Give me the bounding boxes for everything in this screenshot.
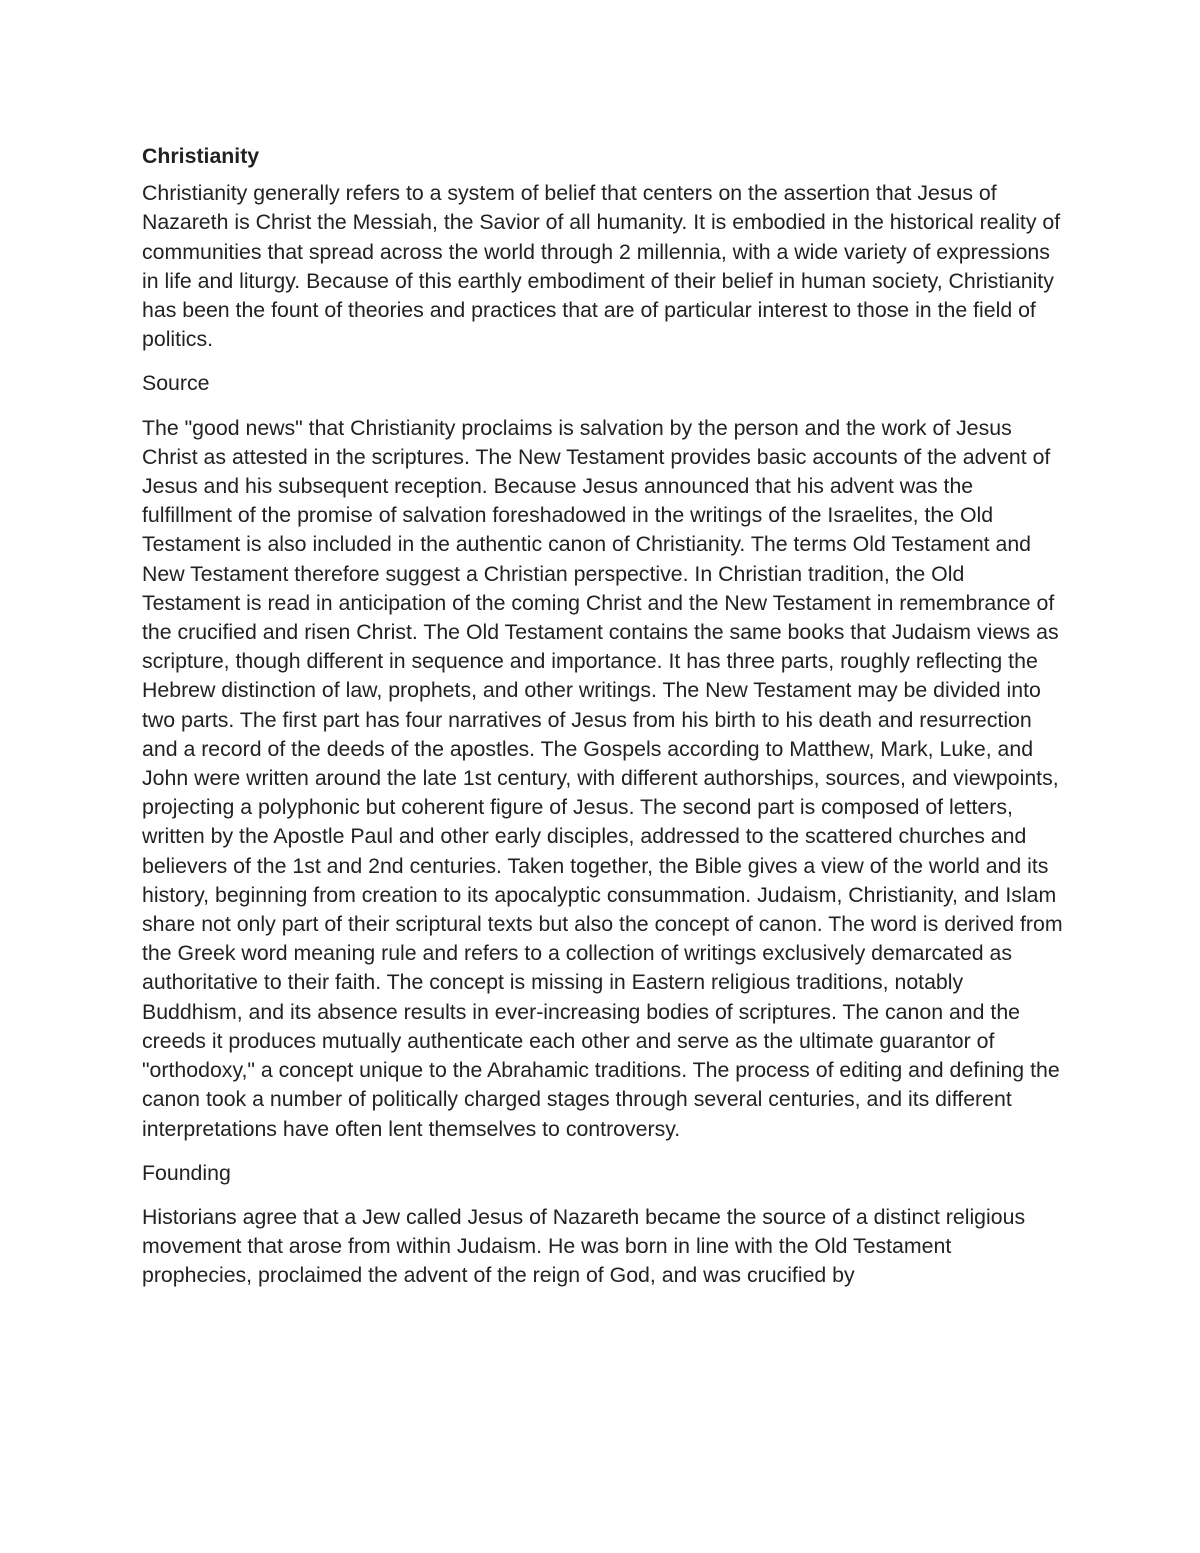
intro-paragraph: Christianity generally refers to a system of belief that centers on the assertion that Jesus of Nazareth is Christ the Messiah, the Savior of all humanity. It is embodied in the historical reality of communities that spread across the world through 2 millennia, with a wide variety of expressions in life and liturgy. Because of this earthly embodiment of their belief in human society, Christianity has been the fount of theories and practices that are of particular interest to those in the field of politics. xyxy=(142,181,1061,352)
document-title: Christianity xyxy=(142,144,260,168)
founding-paragraph: Historians agree that a Jew called Jesus of Nazareth became the source of a distinct religious movement that arose from within Judaism. He was born in line with the Old Testament prophecies, proclaimed the advent of the reign of God, and was crucified by xyxy=(142,1204,1026,1288)
source-paragraph: The "good news" that Christianity proclaims is salvation by the person and the work of Jesus Christ as attested in the scriptures. The New Testament provides basic accounts of the advent of Jesus and his subsequent reception. Because Jesus announced that his advent was the fulfillment of the promise of salvation foreshadowed in the writings of the Israelites, the Old Testament is also included in the authentic canon of Christianity. The terms Old Testament and New Testament therefore suggest a Christian perspective. In Christian tradition, the Old Testament is read in anticipation of the coming Christ and the New Testament in remembrance of the crucified and risen Christ. The Old Testament contains the same books that Judaism views as scripture, though different in sequence and importance. It has three parts, roughly reflecting the Hebrew distinction of law, prophets, and other writings. The New Testament may be divided into two parts. The first part has four narratives of Jesus from his birth to his death and resurrection and a record of the deeds of the apostles. The Gospels according to Matthew, Mark, Luke, and John were written around the late 1st century, with different authorships, sources, and viewpoints, projecting a polyphonic but coherent figure of Jesus. The second part is composed of letters, written by the Apostle Paul and other early disciples, addressed to the scattered churches and believers of the 1st and 2nd centuries. Taken together, the Bible gives a view of the world and its history, beginning from creation to its apocalyptic consummation. Judaism, Christianity, and Islam share not only part of their scriptural texts but also the concept of canon. The word is derived from the Greek word meaning rule and refers to a collection of writings exclusively demarcated as authoritative to their faith. The concept is missing in Eastern religious traditions, notably Buddhism, and its absence results in ever-increasing bodies of scriptures. The canon and the creeds it produces mutually authenticate each other and serve as the ultimate guarantor of "orthodoxy," a concept unique to the Abrahamic traditions. The process of editing and defining the canon took a number of politically charged stages through several centuries, and its different interpretations have often lent themselves to controversy. xyxy=(142,415,1063,1141)
section-heading-founding: Founding xyxy=(142,1160,231,1185)
section-heading-source: Source xyxy=(142,371,210,396)
document-body xyxy=(142,142,1067,1306)
